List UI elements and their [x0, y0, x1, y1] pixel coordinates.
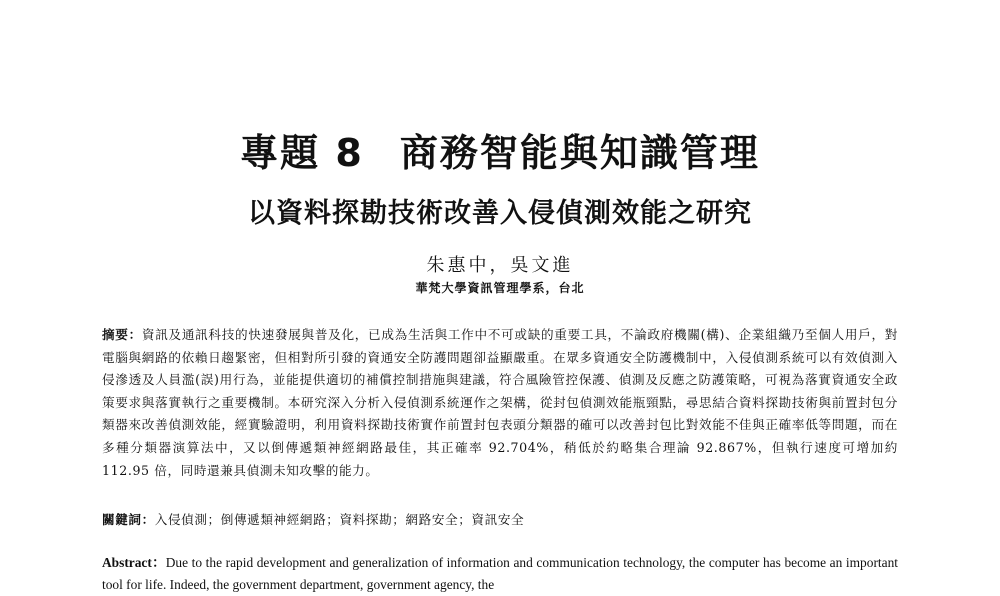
section-name: 商務智能與知識管理 [399, 131, 760, 175]
abstract-english-label: Abstract： [102, 555, 166, 570]
keywords-chinese [102, 509, 898, 528]
abstract-english-text: Due to the rapid development and generalization of information and communication technology, the computer has become an important tool for life. Indeed, the government department, government agency, the [102, 555, 898, 592]
keywords-chinese-text: 入侵偵測；倒傳遞類神經網路；資料探勘；網路安全；資訊安全 [154, 512, 525, 527]
abstract-chinese-text: 資訊及通訊科技的快速發展與普及化，已成為生活與工作中不可或缺的重要工具，不論政府機關(構)、企業組織乃至個人用戶，對電腦與網路的依賴日趨緊密，但相對所引發的資通安全防護問題卻益顯嚴重。在眾多資通安全防護機制中，入侵偵測系統可以有效偵測入侵滲透及人員濫(誤)用行為，並能提供適切的補償控制措施與建議，符合風險管控保護、偵測及反應之防護策略，可視為落實資通安全政策要求與落實執行之重要機制。本研究深入分析入侵偵測系統運作之架構，從封包偵測效能瓶頸點，尋思結合資料探勘技術與前置封包分類器來改善偵測效能，經實驗證明，利用資料探勘技術實作前置封包表頭分類器的確可以改善封包比對效能不佳與正確率低等問題，而在多種分類器演算法中，又以倒傳遞類神經網路最佳，其正確率 92.704%，稍低於約略集合理論 92.867%，但執行速度可增加約 112.95 倍，同時還兼具偵測未知攻擊的能力。 [102, 327, 898, 478]
keywords-chinese-label: 關鍵詞： [102, 512, 155, 527]
abstract-english [102, 552, 898, 596]
paper-title: 以資料探勘技術改善入侵偵測效能之研究 [248, 198, 752, 229]
section-heading [0, 122, 1000, 177]
abstract-chinese-label: 摘要： [102, 327, 142, 342]
abstract-chinese [102, 324, 898, 482]
section-prefix: 專題 8 [240, 131, 364, 175]
authors: 朱惠中，吳文進 [426, 255, 574, 276]
affiliation: 華梵大學資訊管理學系，台北 [415, 281, 585, 295]
